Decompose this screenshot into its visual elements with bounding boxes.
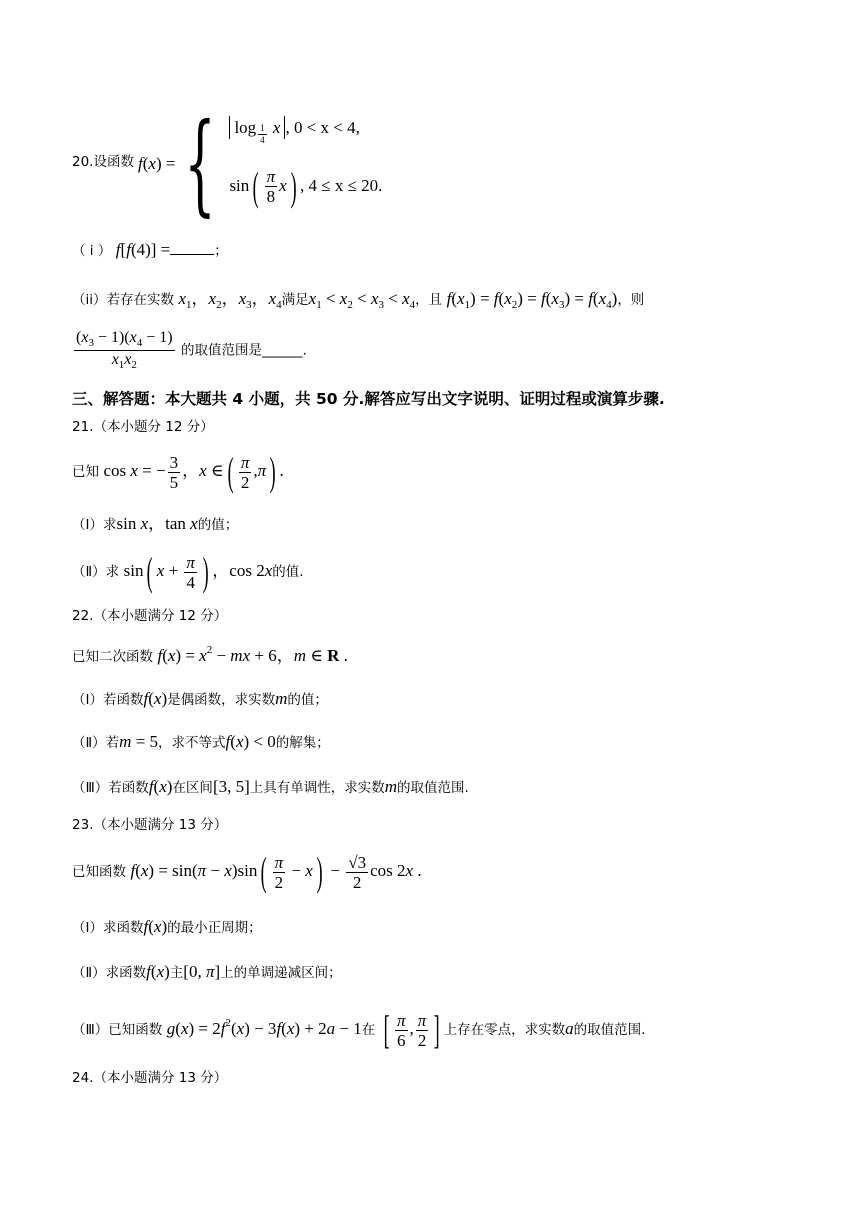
q22-known: 已知二次函数 $f(x) = x^2$ − mx + 6，m ∈ R .	[72, 644, 348, 665]
q21-part-2: （Ⅱ）求 sin( x + $\frac{\pi}{4}$ ) ，cos 2x的值.	[72, 549, 304, 594]
q22-header: 22.（本小题满分 12 分）	[72, 608, 228, 624]
q21-part-1: （Ⅰ）求sin x，tan x的值；	[72, 514, 239, 533]
q20-part-ii: （ii）若存在实数 $x_1$，$x_2$，$x_3$，$x_4$满足$x_1 < x_2 < x_3 < x_4$，且 $f(x_1) = f(x_2) = f(x_3) = f(x_4)$，则	[72, 289, 645, 311]
q21-known: 已知 cos x = − $\frac{3}{5}$ ，x ∈( $\frac{\pi}{2}$ ,π) .	[72, 449, 284, 494]
q20-definition	[72, 99, 383, 227]
section-3-title: 三、解答题：本大题共 4 小题，共 50 分.解答应写出文字说明、证明过程或演算步骤.	[72, 390, 665, 408]
q23-header: 23.（本小题满分 13 分）	[72, 817, 228, 833]
q20-label: 20.设函数	[72, 154, 134, 171]
q20-piece1: log $_{\frac{1}{4}}$ x , 0 < x < 4,	[229, 119, 382, 145]
q23-part-1: （Ⅰ）求函数f(x)的最小正周期；	[72, 917, 262, 936]
q20-brace-icon: {	[184, 99, 217, 227]
q23-known: 已知函数 f(x) = sin(π − x)sin( $\frac{\pi}{2}$ − x) − $\frac{√3}{2}$ cos 2x .	[72, 849, 422, 894]
q20-fx: f(x) =	[137, 153, 176, 173]
q21-header: 21.（本小题分 12 分）	[72, 419, 214, 435]
q20-piece2: sin( $\frac{\pi}{8}$ x) , 4 ≤ x ≤ 20.	[229, 163, 383, 209]
q23-part-2: （Ⅱ）求函数f(x)主[0, π]上的单调递减区间；	[72, 962, 342, 981]
q24-header: 24.（本小题满分 13 分）	[72, 1070, 228, 1086]
q20-range: $\frac{(x_3 - 1)(x_4 - 1)}{x_1x_2}$ 的取值范围是______.	[76, 329, 307, 371]
q22-part-3: （Ⅲ）若函数f(x)在区间[3, 5]上具有单调性，求实数m的取值范围.	[72, 777, 469, 796]
q20-answer-blank-1[interactable]	[170, 240, 214, 255]
q22-part-2: （Ⅱ）若m = 5，求不等式f(x) < 0的解集；	[72, 732, 330, 751]
q20-part-i: （ i ） f[f(4)] = ；	[72, 240, 228, 259]
q22-part-1: （Ⅰ）若函数f(x)是偶函数，求实数m的值；	[72, 689, 328, 708]
q23-part-3: （Ⅲ）已知函数 $g(x) = 2f^2(x) - 3f(x) + 2a - 1$在 [ $\frac{\pi}{6}$ , $\frac{\pi}{2}$ ] 上存在零点，求实数a的取值范围.	[72, 1007, 646, 1052]
